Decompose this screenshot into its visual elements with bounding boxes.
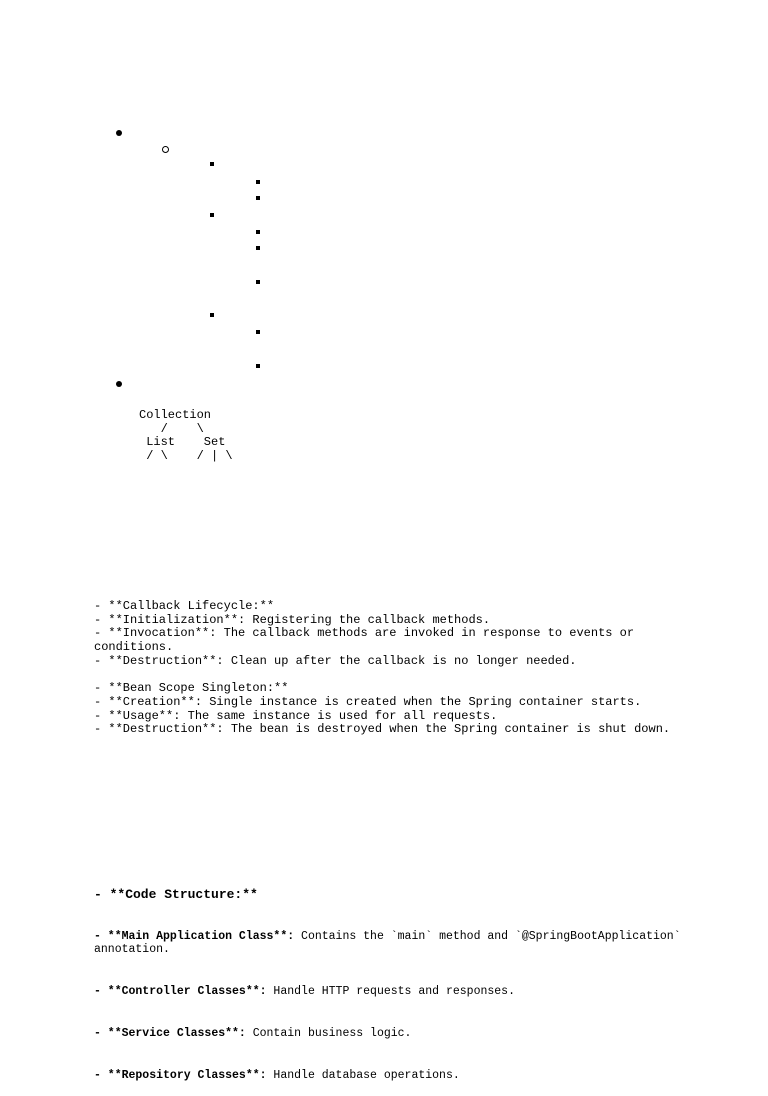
list-bullet	[256, 180, 260, 184]
list-bullet	[256, 280, 260, 284]
text-line: - **Creation**: Single instance is created when the Spring container starts.	[94, 694, 642, 709]
list-bullet	[256, 330, 260, 334]
list-bullet	[210, 313, 214, 317]
list-bullet	[116, 381, 122, 387]
list-bullet	[210, 213, 214, 217]
diagram-line: List Set	[139, 435, 226, 449]
callback-lifecycle-block	[94, 600, 694, 737]
blank-line	[94, 669, 694, 683]
item-label: - **Main Application Class**:	[94, 929, 295, 943]
text-line: - **Callback Lifecycle:**	[94, 599, 275, 613]
item-text: Contains the `main` method and `@SpringBootApplication` annotation.	[94, 929, 688, 957]
text-line: - **Invocation**: The callback methods are invoked in response to events or conditions.	[94, 626, 642, 655]
collection-hierarchy-diagram	[139, 409, 233, 463]
list-bullet	[256, 246, 260, 250]
code-structure-block	[94, 860, 694, 1096]
list-bullet	[162, 146, 169, 153]
diagram-line: / \	[139, 421, 204, 436]
diagram-line: Collection	[139, 408, 212, 422]
list-item	[94, 1027, 694, 1041]
text-line: - **Destruction**: Clean up after the callback is no longer needed.	[94, 653, 577, 668]
diagram-line: / \ / | \	[139, 448, 233, 463]
item-label: - **Controller Classes**:	[94, 985, 267, 999]
item-text: Contain business logic.	[245, 1026, 412, 1040]
list-bullet	[256, 196, 260, 200]
text-line: - **Bean Scope Singleton:**	[94, 681, 289, 696]
item-text: Handle database operations.	[266, 1068, 460, 1082]
list-bullet	[210, 162, 214, 166]
item-label: - **Repository Classes**:	[94, 1068, 267, 1082]
list-item	[94, 930, 694, 958]
item-text: Handle HTTP requests and responses.	[266, 985, 515, 999]
list-bullet	[256, 230, 260, 234]
code-structure-heading: - **Code Structure:**	[94, 886, 258, 902]
item-label: - **Service Classes**:	[94, 1026, 246, 1040]
text-line: - **Initialization**: Registering the callback methods.	[94, 612, 491, 627]
list-bullet	[256, 364, 260, 368]
list-item	[94, 985, 694, 999]
text-line: - **Usage**: The same instance is used for all requests.	[94, 708, 498, 723]
text-line: - **Destruction**: The bean is destroyed when the Spring container is shut down.	[94, 722, 671, 737]
list-bullet	[116, 130, 122, 136]
list-item	[94, 1069, 694, 1083]
